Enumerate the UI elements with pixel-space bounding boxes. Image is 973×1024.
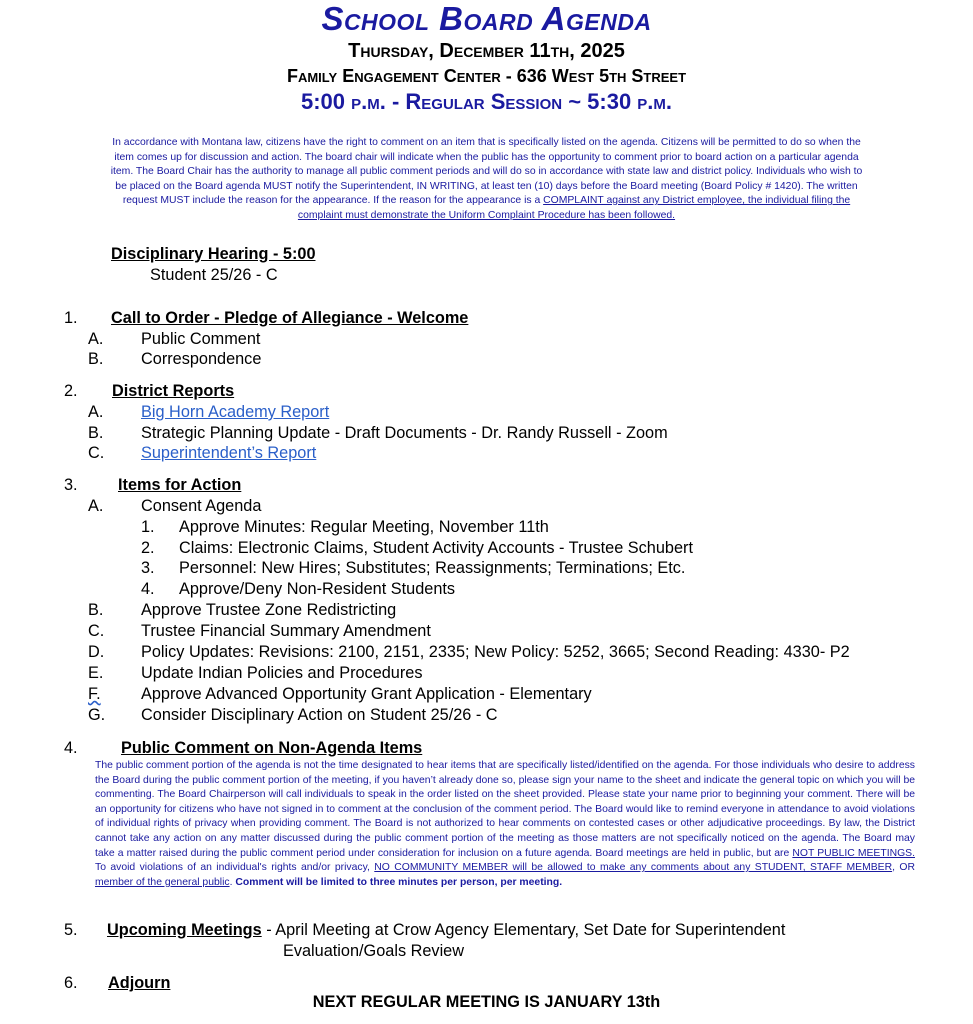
item-letter: B. <box>88 350 104 368</box>
item-policy-updates: Policy Updates: Revisions: 2100, 2151, 2335; New Policy: 5252, 3665; Second Reading: 4330- P2 <box>141 643 850 661</box>
complaint-procedure-clause: complaint must demonstrate the Uniform Complaint Procedure has been followed. <box>297 209 676 221</box>
superintendent-report-link[interactable]: Superintendent’s Report <box>141 444 317 462</box>
meeting-date: Thursday, December 11th, 2025 <box>348 40 625 62</box>
item-letter: A. <box>88 497 104 515</box>
consent-item: Approve/Deny Non-Resident Students <box>179 580 456 598</box>
item-strategic-planning: Strategic Planning Update - Draft Documents - Dr. Randy Russell - Zoom <box>141 424 668 442</box>
item-letter: A. <box>88 330 104 348</box>
section-1-number: 1. <box>64 309 78 327</box>
section-5-line-2: Evaluation/Goals Review <box>283 942 464 960</box>
big-horn-academy-report-link[interactable]: Big Horn Academy Report <box>141 403 330 421</box>
item-letter: E. <box>88 664 104 682</box>
public-comment-rules: The public comment portion of the agenda is not the time designated to hear items that are specifically listed/identified on the agenda. For those individuals who desire to address the Board during the public comment portion of the meeting, if you haven’t already done so, please sign your name to the sheet and indicate the general topic on which you will be commenting. The Board Chairperson will call individuals to speak in the order listed on the sheet provided. Please state your name prior to beginning your comment. There will be an opportunity for citizens who have not signed in to comment at the conclusion of the comment period. The Board would like to remind everyone in attendance to avoid violations of individual rights of privacy when providing comment. The Board is not authorized to hear comments on contested cases or other adjudicative proceedings. By law, the District cannot take any action on any matter discussed during the public comment portion of the meeting as those matters are not specifically noticed on the agenda. The Board may take a matter raised during the public comment period under consideration for inclusion on a future agenda. Board meetings are held in public, but are NOT PUBLIC MEETINGS. To avoid violations of an individual's rights and/or privacy, NO COMMUNITY MEMBER will be allowed to make any comments about any STUDENT, STAFF MEMBER, OR member of the general public. Comment will be limited to three minutes per person, per meeting. <box>95 760 915 888</box>
item-letter: B. <box>88 424 104 442</box>
consent-item: Personnel: New Hires; Substitutes; Reassignments; Terminations; Etc. <box>179 559 686 577</box>
item-disciplinary-action: Consider Disciplinary Action on Student 25/26 - C <box>141 706 498 724</box>
section-4-heading: Public Comment on Non-Agenda Items <box>121 739 423 757</box>
complaint-clause: COMPLAINT against any District employee, the individual filing the <box>543 195 851 206</box>
item-letter: C. <box>88 444 105 462</box>
section-5-number: 5. <box>64 921 78 939</box>
item-financial-summary: Trustee Financial Summary Amendment <box>141 622 431 640</box>
disciplinary-hearing-heading: Disciplinary Hearing - 5:00 <box>111 245 316 263</box>
session-times: 5:00 p.m. - Regular Session ~ 5:30 p.m. <box>300 89 673 114</box>
section-2-number: 2. <box>64 382 78 400</box>
item-consent-agenda: Consent Agenda <box>141 497 262 515</box>
next-meeting-notice: NEXT REGULAR MEETING IS JANUARY 13th <box>312 993 661 1011</box>
section-6-heading: Adjourn <box>108 974 171 992</box>
section-1-heading: Call to Order - Pledge of Allegiance - Welcome <box>111 309 469 327</box>
consent-number: 1. <box>141 518 155 536</box>
section-3-number: 3. <box>64 476 78 494</box>
item-letter: B. <box>88 601 104 619</box>
item-letter: G. <box>88 706 106 724</box>
section-5-heading: Upcoming Meetings <box>107 921 262 939</box>
consent-number: 3. <box>141 559 155 577</box>
consent-number: 4. <box>141 580 155 598</box>
meeting-venue: Family Engagement Center - 636 West 5th Street <box>286 66 687 86</box>
item-indian-policies: Update Indian Policies and Procedures <box>141 664 423 682</box>
item-letter: C. <box>88 622 105 640</box>
consent-number: 2. <box>141 539 155 557</box>
consent-item: Approve Minutes: Regular Meeting, November 11th <box>179 518 549 536</box>
section-4-number: 4. <box>64 739 78 757</box>
item-public-comment: Public Comment <box>141 330 261 348</box>
item-letter: F. <box>88 685 101 703</box>
section-2-heading: District Reports <box>112 382 235 400</box>
section-6-number: 6. <box>64 974 78 992</box>
agenda-title: School Board Agenda <box>321 0 652 37</box>
section-5-line: Upcoming Meetings - April Meeting at Crow Agency Elementary, Set Date for Superintendent <box>107 921 786 939</box>
section-3-heading: Items for Action <box>118 476 242 494</box>
item-letter: A. <box>88 403 104 421</box>
item-correspondence: Correspondence <box>141 350 262 368</box>
disciplinary-student: Student 25/26 - C <box>150 266 278 284</box>
item-trustee-zone: Approve Trustee Zone Redistricting <box>141 601 397 619</box>
consent-item: Claims: Electronic Claims, Student Activity Accounts - Trustee Schubert <box>179 539 693 557</box>
item-letter: D. <box>88 643 105 661</box>
item-advanced-opportunity: Approve Advanced Opportunity Grant Application - Elementary <box>141 685 592 703</box>
public-comment-notice: In accordance with Montana law, citizens have the right to comment on an item that is specifically listed on the agenda. Citizens will be permitted to do so when the item comes up for discussion and action. The board chair will indicate when the public has the opportunity to comment prior to board action on a particular agenda item. The Board Chair has the authority to manage all public comment periods and will do so in accordance with state law and district policy. Individuals who wish to be placed on the Board agenda MUST notify the Superintendent, IN WRITING, at least ten (10) days before the Board meeting (Board Policy # 1420). The written request MUST include the reason for the appearance. If the reason for the appearance is a COMPLAINT against any District employee, the individual filing the complaint must demonstrate the Uniform Complaint Procedure has been followed. <box>110 137 863 221</box>
